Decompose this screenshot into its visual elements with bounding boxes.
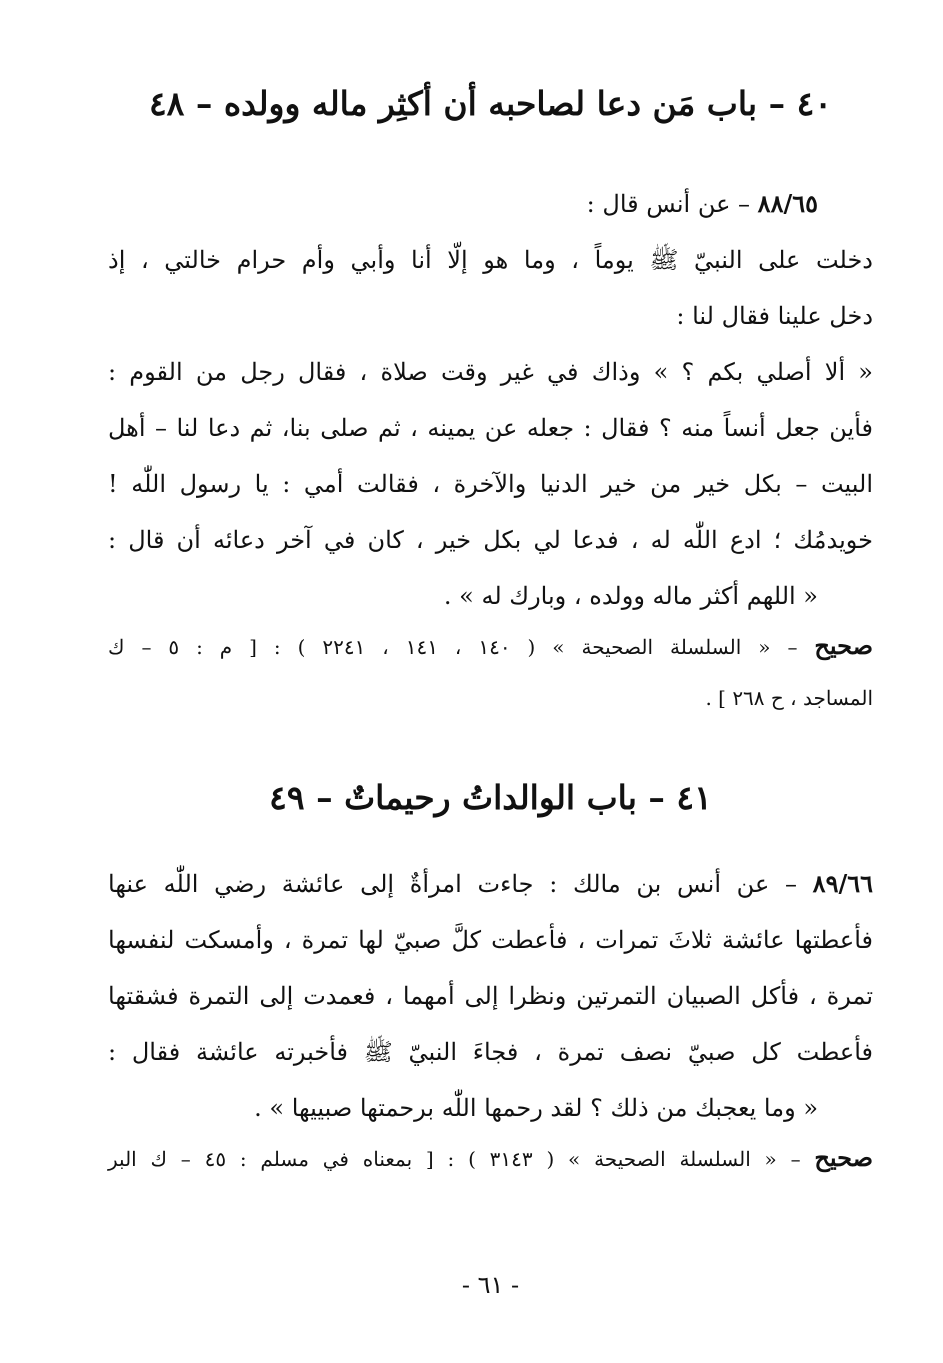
hadith-65-reference-1 [108,626,873,667]
hadith-66-ref-text: – « السلسلة الصحيحة » ( ٣١٤٣ ) : [ بمعناه في مسلم : ٤٥ – ك البر [108,1147,815,1171]
hadith-65-line-1: دخلت على النبيّ ﷺ يوماً ، وما هو إلّا أنا وأبي وأم حرام خالتي ، إذ [108,246,873,274]
hadith-65-line-2: دخل علينا فقال لنا : [676,302,873,330]
chapter-41-heading: ٤١ – باب الوالداتُ رحيماتٌ – ٤٩ [269,778,712,817]
hadith-66-line-1-text: – عن أنس بن مالك : جاءت امرأةٌ إلى عائشة رضي اللّٰه عنها [108,870,813,898]
hadith-65-intro [108,184,873,224]
hadith-65-line-6: خويدمُك ؛ ادع اللّٰه له ، فدعا لي بكل خير ، كان في آخر دعائه أن قال : [108,526,873,554]
hadith-66-line-2: فأعطتها عائشة ثلاثَ تمرات ، فأعطت كلَّ صبيّ لها تمرة ، وأمسكت لنفسها [108,926,873,954]
hadith-66-reference-1 [108,1138,873,1179]
chapter-40-heading: ٤٠ – باب مَن دعا لصاحبه أن أكثِر ماله وولده – ٤٨ [148,84,833,123]
hadith-66-line-4: فأعطت كل صبيّ نصف تمرة ، فجاءَ النبيّ ﷺ فأخبرته عائشة فقال : [108,1038,873,1066]
hadith-66-grade: صحيح [814,1143,873,1172]
hadith-65-line-4: فأين جعل أنساً منه ؟ فقال : جعله عن يمينه ، ثم صلى بنا، ثم دعا لنا – أهل [108,414,873,442]
hadith-66-line-1 [108,864,873,904]
hadith-65-line-7: « اللهم أكثر ماله وولده ، وبارك له » . [443,582,818,610]
hadith-65-reference-2: المساجد ، ح ٢٦٨ ] . [705,686,873,710]
hadith-65-line-5: البيت – بكل خير من خير الدنيا والآخرة ، فقالت أمي : يا رسول اللّٰه ! [108,470,873,498]
hadith-66-number: ٨٩/٦٦ [812,869,873,898]
hadith-65-grade: صحيح [814,631,874,660]
hadith-65-intro-text: – عن أنس قال : [586,190,758,218]
hadith-65-line-3: « ألا أصلي بكم ؟ » وذاك في غير وقت صلاة ، فقال رجل من القوم : [108,358,873,386]
hadith-66-line-3: تمرة ، فأكل الصبيان التمرتين ونظرا إلى أمهما ، فعمدت إلى التمرة فشقتها [108,982,873,1010]
page-number: - ٦١ - [461,1271,520,1299]
hadith-66-line-5: « وما يعجبك من ذلك ؟ لقد رحمها اللّٰه برحمتها صبييها » . [254,1094,818,1122]
hadith-65-ref-text: – « السلسلة الصحيحة » ( ١٤٠ ، ١٤١ ، ٢٢٤١ ) : [ م : ٥ – ك [108,635,815,659]
hadith-65-number: ٨٨/٦٥ [757,189,818,218]
book-page [108,0,873,1363]
